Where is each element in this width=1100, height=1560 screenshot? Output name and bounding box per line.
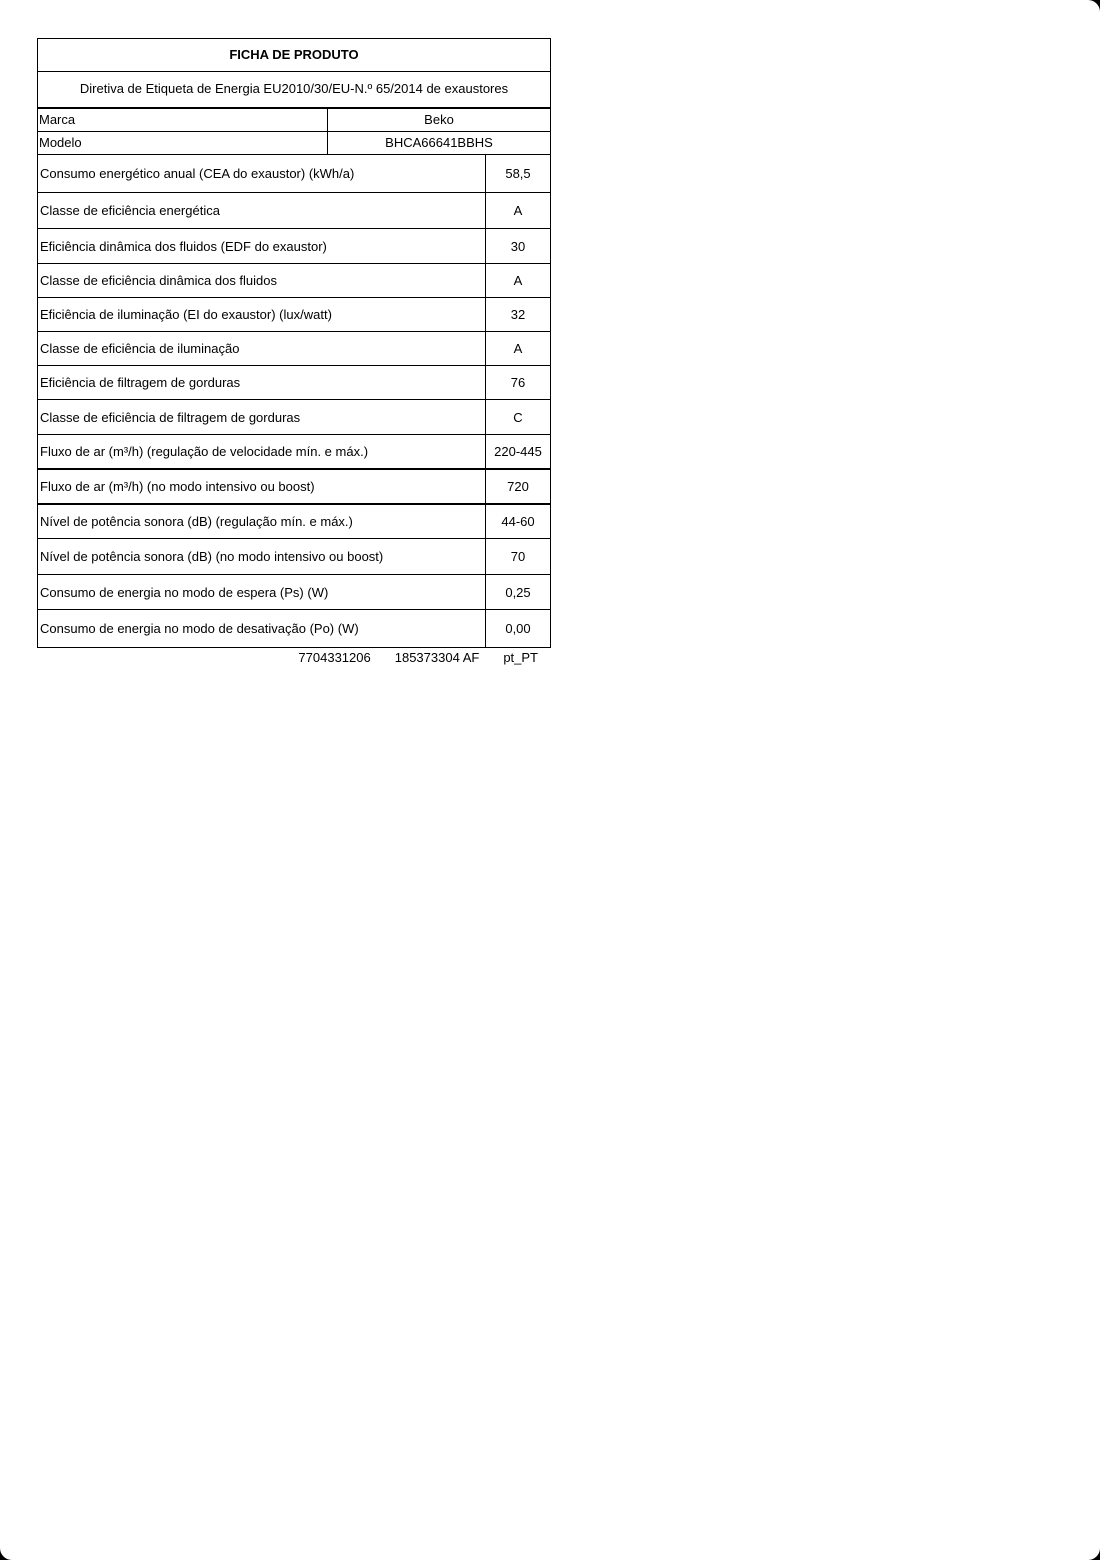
product-sheet-table — [37, 38, 551, 648]
row-label: Fluxo de ar (m³/h) (no modo intensivo ou boost) — [38, 470, 486, 503]
sheet-subtitle: Diretiva de Etiqueta de Energia EU2010/30/EU-N.º 65/2014 de exaustores — [38, 72, 550, 109]
document-code: 7704331206 — [298, 650, 371, 665]
table-row — [38, 400, 550, 435]
table-row — [38, 505, 550, 539]
row-value: A — [513, 203, 523, 218]
row-label: Eficiência de iluminação (EI do exaustor) (lux/watt) — [38, 298, 486, 331]
model-row — [38, 132, 550, 155]
brand-row — [38, 109, 550, 132]
row-label: Classe de eficiência energética — [38, 193, 486, 228]
row-value: 0,25 — [505, 584, 531, 600]
table-row — [38, 575, 550, 610]
row-label: Classe de eficiência de iluminação — [38, 332, 486, 365]
row-label: Nível de potência sonora (dB) (regulação mín. e máx.) — [38, 505, 486, 538]
model-label: Modelo — [38, 132, 328, 154]
row-value: 30 — [510, 238, 526, 254]
row-label: Eficiência de filtragem de gorduras — [38, 366, 486, 399]
table-row — [38, 155, 550, 193]
row-value: 720 — [507, 479, 529, 494]
row-value: 76 — [510, 375, 526, 390]
row-value: A — [513, 341, 523, 356]
footer-codes — [298, 650, 538, 665]
row-value: 220-445 — [494, 444, 542, 459]
row-label: Eficiência dinâmica dos fluidos (EDF do exaustor) — [38, 229, 486, 263]
table-row — [38, 366, 550, 400]
brand-label: Marca — [38, 109, 328, 131]
row-label: Consumo de energia no modo de desativação (Po) (W) — [38, 610, 486, 647]
model-value: BHCA66641BBHS — [385, 135, 493, 150]
page-corner-bottom-right — [1088, 1548, 1100, 1560]
table-row — [38, 470, 550, 505]
row-value: 0,00 — [505, 621, 531, 636]
row-label: Consumo energético anual (CEA do exaustor) (kWh/a) — [38, 155, 486, 192]
reference-code: 185373304 AF — [394, 650, 480, 665]
row-value: 32 — [510, 307, 526, 322]
table-row — [38, 298, 550, 332]
sheet-title: FICHA DE PRODUTO — [38, 39, 550, 72]
row-label: Nível de potência sonora (dB) (no modo intensivo ou boost) — [38, 539, 486, 574]
table-row — [38, 229, 550, 264]
brand-value: Beko — [424, 112, 454, 127]
page-corner-bottom-left — [0, 1548, 12, 1560]
table-row — [38, 332, 550, 366]
row-value: 70 — [510, 549, 526, 564]
row-value: C — [513, 409, 523, 425]
table-row — [38, 264, 550, 298]
table-row — [38, 435, 550, 470]
row-label: Classe de eficiência dinâmica dos fluidos — [38, 264, 486, 297]
page-corner-top-right — [1088, 0, 1100, 12]
row-value: 58,5 — [505, 166, 531, 181]
row-label: Classe de eficiência de filtragem de gorduras — [38, 400, 486, 434]
row-label: Consumo de energia no modo de espera (Ps) (W) — [38, 575, 486, 609]
table-row — [38, 610, 550, 647]
table-row — [38, 539, 550, 575]
row-label: Fluxo de ar (m³/h) (regulação de velocidade mín. e máx.) — [38, 435, 486, 468]
row-value: A — [513, 273, 523, 288]
table-row — [38, 193, 550, 229]
product-sheet — [37, 38, 551, 665]
row-value: 44-60 — [501, 514, 535, 529]
locale-code: pt_PT — [503, 650, 538, 665]
